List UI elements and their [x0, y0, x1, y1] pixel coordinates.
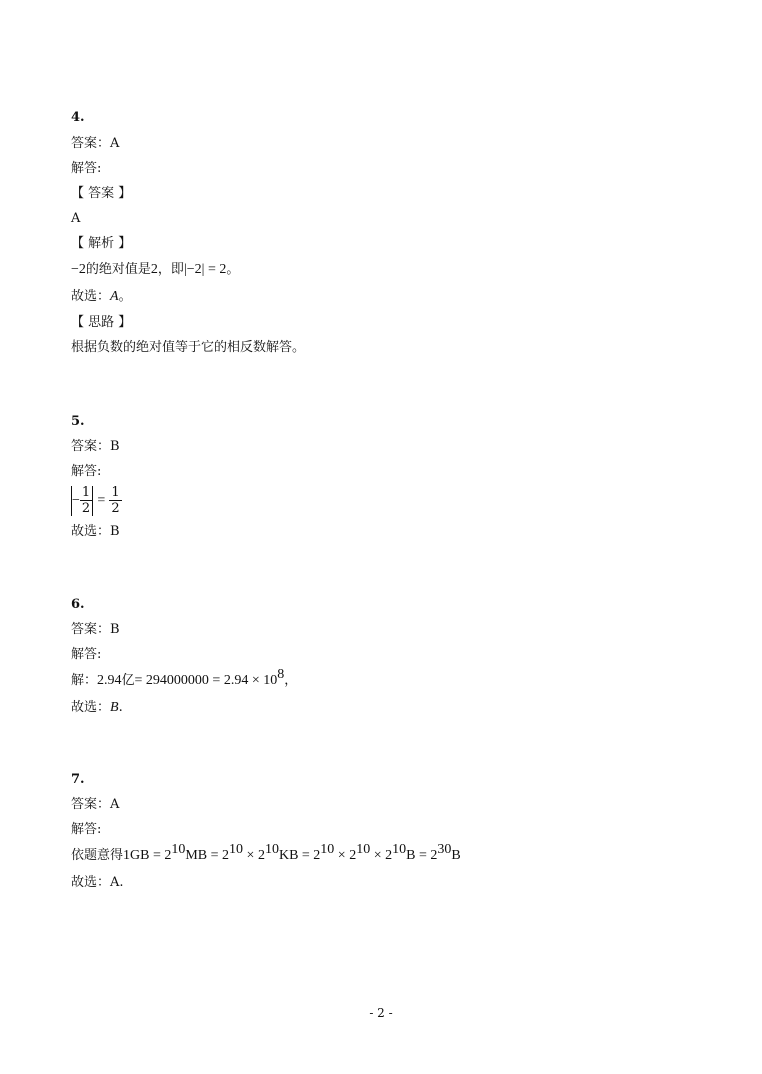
choose-prefix: 故选： [71, 700, 111, 715]
exponent: 10 [356, 841, 371, 857]
exponent: 8 [277, 666, 285, 682]
math-expression: B = 2 [406, 848, 438, 863]
solution-prefix: 解： [71, 673, 98, 688]
analysis-line [71, 262, 239, 278]
exponent: 30 [437, 841, 452, 857]
math-expression: 1GB = 2 [123, 848, 172, 863]
exponent: 10 [229, 841, 244, 857]
answer-line: 答案：A [71, 136, 120, 151]
fraction-numerator: 1 [81, 485, 91, 500]
choose-line [71, 700, 123, 716]
unit-text: 亿 [121, 673, 135, 688]
answer-line: 答案：A [71, 797, 120, 812]
fraction [109, 485, 121, 516]
choose-line: 故选：A. [71, 875, 124, 890]
question-number: 6. [71, 597, 85, 612]
solution-prefix: 依题意得 [71, 848, 124, 863]
solution-line [71, 666, 298, 689]
math-expression: × 2 [334, 848, 357, 863]
solution-line [71, 841, 461, 864]
page-number: - 2 - [369, 1006, 393, 1020]
choose-prefix: 故选： [71, 289, 111, 304]
fraction-denominator: 2 [111, 501, 120, 516]
math-expression: = 294000000 = 2.94 × 10 [134, 673, 278, 688]
equals-sign: = [97, 493, 106, 508]
question-number: 4. [71, 110, 85, 125]
choose-suffix: . [118, 700, 123, 715]
answer-line: 答案：B [71, 439, 120, 454]
choose-value: B [110, 700, 119, 715]
minus-sign: − [72, 493, 80, 508]
math-expression: |−2| = 2 [183, 262, 227, 277]
solution-label: 解答: [71, 822, 102, 837]
choose-line [71, 289, 132, 305]
idea-heading: 【 思路 】 [71, 315, 132, 330]
fraction [80, 485, 92, 516]
solution-label: 解答: [71, 161, 102, 176]
solution-label: 解答: [71, 647, 102, 662]
math-expression: MB = 2 [185, 848, 230, 863]
answer-line: 答案：B [71, 622, 120, 637]
exponent: 10 [392, 841, 407, 857]
math-expression: × 2 [243, 848, 265, 863]
question-number: 7. [71, 772, 85, 787]
math-expression: × 2 [370, 848, 393, 863]
math-value: 2.94 [97, 673, 122, 688]
answer-heading: 【 答案 】 [71, 186, 132, 201]
answer-value: A [71, 211, 81, 226]
exponent: 10 [264, 841, 279, 857]
exponent: 10 [320, 841, 335, 857]
exponent: 10 [171, 841, 186, 857]
question-number: 5. [71, 414, 85, 429]
math-expression: B [451, 848, 461, 863]
fraction-equation [71, 485, 122, 517]
fraction-numerator: 1 [111, 485, 120, 500]
solution-label: 解答: [71, 464, 102, 479]
math-value: 2 [150, 262, 158, 277]
math-value: −2 [71, 262, 86, 277]
analysis-heading: 【 解析 】 [71, 236, 132, 251]
fraction-denominator: 2 [81, 501, 91, 516]
analysis-text: 的绝对值是 [85, 262, 151, 277]
idea-text: 根据负数的绝对值等于它的相反数解答。 [71, 340, 306, 355]
analysis-text: ，即 [157, 262, 184, 277]
choose-suffix: 。 [118, 289, 132, 304]
math-expression: KB = 2 [278, 848, 321, 863]
choose-line: 故选：B [71, 524, 120, 539]
choose-value: A [110, 289, 119, 304]
abs-bar-right [92, 486, 93, 516]
analysis-text: 。 [226, 262, 240, 277]
punctuation: ， [284, 673, 298, 688]
